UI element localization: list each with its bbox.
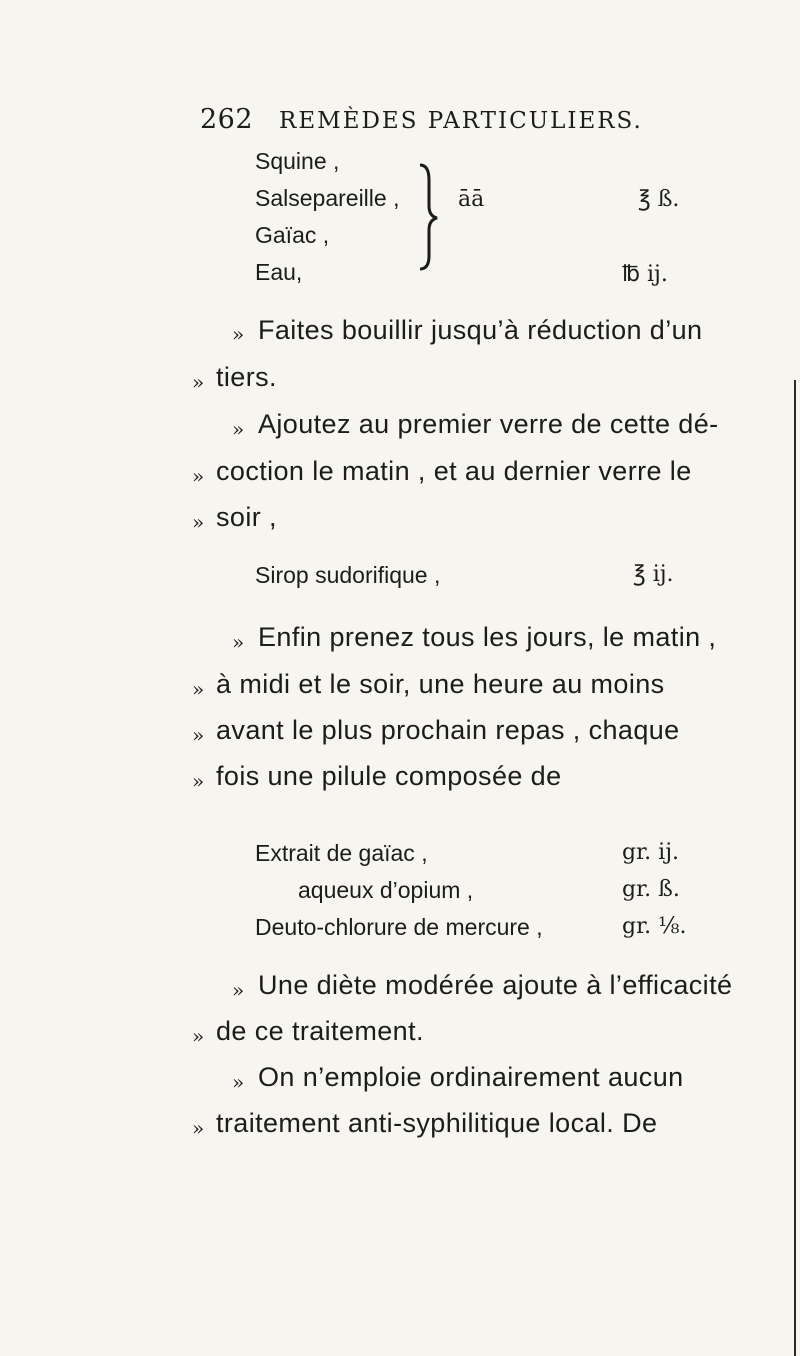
running-title: REMÈDES PARTICULIERS. bbox=[279, 108, 643, 134]
quote-mark: » bbox=[232, 1070, 245, 1094]
quote-mark: » bbox=[192, 723, 205, 747]
quote-mark: » bbox=[192, 1024, 205, 1048]
page-edge-line bbox=[794, 380, 796, 1356]
quote-mark: » bbox=[232, 978, 245, 1002]
para3-line2: à midi et le soir, une heure au moins bbox=[216, 669, 665, 699]
pill-item-mercure-dose: gr. ⅛. bbox=[622, 914, 687, 939]
quote-mark: » bbox=[232, 630, 245, 654]
quote-mark: » bbox=[192, 769, 205, 793]
para1-line1: Faites bouillir jusqu’à réduction d’un bbox=[258, 315, 703, 345]
syrup-name: Sirop sudorifique , bbox=[255, 562, 441, 588]
quote-mark: » bbox=[192, 464, 205, 488]
pill-item-opium-dose: gr. ß. bbox=[622, 877, 680, 902]
para2-line3: soir , bbox=[216, 502, 277, 532]
quote-mark: » bbox=[192, 510, 205, 534]
pill-item-extract: Extrait de gaïac , bbox=[255, 840, 428, 866]
para2-line2: coction le matin , et au dernier verre le bbox=[216, 456, 692, 486]
ingredient-eau: Eau, bbox=[255, 259, 303, 285]
dose-main: ℥ ß. bbox=[638, 187, 680, 212]
pill-item-mercure: Deuto-chlorure de mercure , bbox=[255, 914, 543, 940]
ingredient-squine: Squine , bbox=[255, 148, 340, 174]
para5-line2: traitement anti-syphilitique local. De bbox=[216, 1108, 658, 1138]
quote-mark: » bbox=[232, 417, 245, 441]
curly-brace-icon bbox=[417, 162, 439, 272]
para3-line1: Enfin prenez tous les jours, le matin , bbox=[258, 622, 717, 652]
dose-water: ℔ ij. bbox=[622, 262, 668, 287]
brace-symbol-ana: āā bbox=[458, 187, 485, 212]
quote-mark: » bbox=[232, 322, 245, 346]
page-header bbox=[200, 104, 643, 135]
pill-item-extract-dose: gr. ij. bbox=[622, 840, 680, 865]
ingredient-salsepareille: Salsepareille , bbox=[255, 185, 400, 211]
para5-line1: On n’emploie ordinairement aucun bbox=[258, 1062, 684, 1092]
quote-mark: » bbox=[192, 1116, 205, 1140]
page-number: 262 bbox=[200, 104, 254, 135]
quote-mark: » bbox=[192, 370, 205, 394]
para3-line4: fois une pilule composée de bbox=[216, 761, 562, 791]
para3-line3: avant le plus prochain repas , chaque bbox=[216, 715, 680, 745]
quote-mark: » bbox=[192, 677, 205, 701]
para4-line2: de ce traitement. bbox=[216, 1016, 424, 1046]
pill-item-opium: aqueux d’opium , bbox=[298, 877, 474, 903]
para1-line2: tiers. bbox=[216, 362, 277, 392]
para2-line1: Ajoutez au premier verre de cette dé- bbox=[258, 409, 719, 439]
syrup-dose: ℥ ij. bbox=[633, 562, 674, 587]
ingredient-gaiac: Gaïac , bbox=[255, 222, 330, 248]
para4-line1: Une diète modérée ajoute à l’efficacité bbox=[258, 970, 733, 1000]
